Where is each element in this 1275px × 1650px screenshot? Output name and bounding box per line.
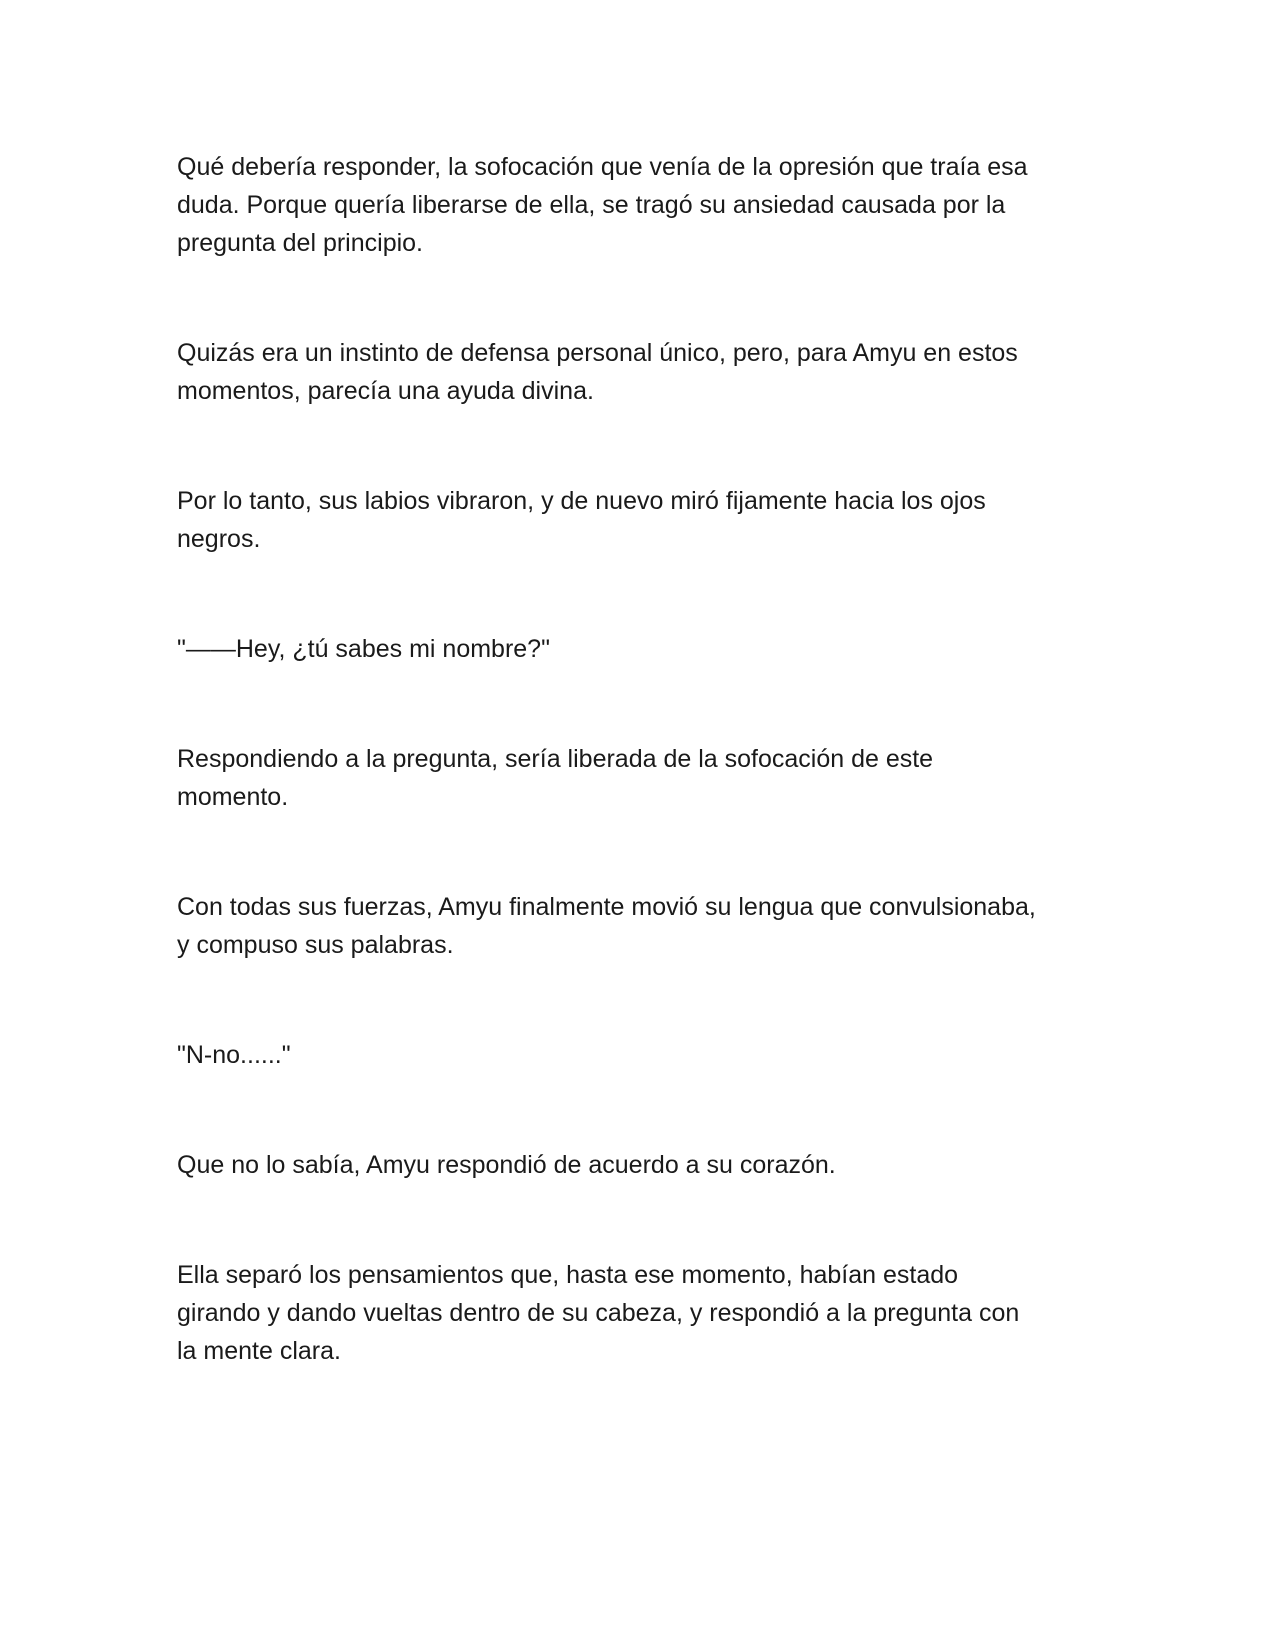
- paragraph-8: Que no lo sabía, Amyu respondió de acuerdo a su corazón.: [177, 1151, 836, 1179]
- paragraph-gap: [177, 1074, 1097, 1146]
- paragraph-5: Respondiendo a la pregunta, sería liberada de la sofocación de este momento.: [177, 745, 934, 811]
- paragraph-1: Qué debería responder, la sofocación que venía de la opresión que traía esa duda. Porque quería liberarse de ella, se tragó su ansiedad causada por la pregunta del principio.: [177, 153, 1028, 257]
- paragraph-2: Quizás era un instinto de defensa personal único, pero, para Amyu en estos momentos, parecía una ayuda divina.: [177, 339, 1018, 405]
- paragraph-9: Ella separó los pensamientos que, hasta ese momento, habían estado girando y dando vueltas dentro de su cabeza, y respondió a la pregunta con la mente clara.: [177, 1261, 1020, 1365]
- dialogue-1: "——Hey, ¿tú sabes mi nombre?": [177, 635, 550, 663]
- document-body: [177, 148, 1097, 1370]
- paragraph-gap: [177, 410, 1097, 482]
- paragraph-3: Por lo tanto, sus labios vibraron, y de nuevo miró fijamente hacia los ojos negros.: [177, 487, 986, 553]
- paragraph-gap: [177, 668, 1097, 740]
- paragraph-gap: [177, 262, 1097, 334]
- paragraph-gap: [177, 1184, 1097, 1256]
- dialogue-2: "N-no......": [177, 1041, 291, 1069]
- paragraph-gap: [177, 964, 1097, 1036]
- paragraph-6: Con todas sus fuerzas, Amyu finalmente movió su lengua que convulsionaba, y compuso sus palabras.: [177, 893, 1036, 959]
- paragraph-gap: [177, 816, 1097, 888]
- paragraph-gap: [177, 558, 1097, 630]
